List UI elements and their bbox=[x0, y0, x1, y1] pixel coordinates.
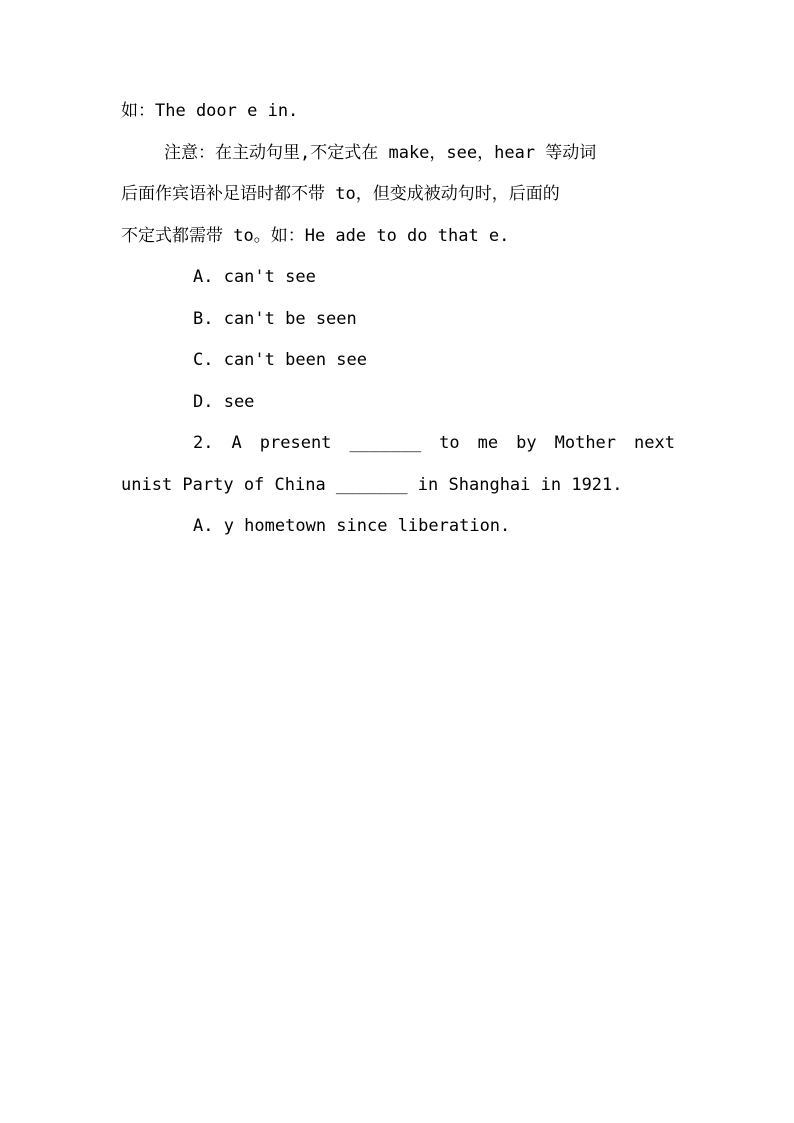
question-2-word: next bbox=[634, 433, 675, 453]
example-line: 如：The door e in. bbox=[121, 101, 299, 121]
option-a: A. can't see bbox=[193, 267, 316, 287]
note-paragraph-line-1: 注意：在主动句里,不定式在 make，see，hear 等动词 bbox=[164, 143, 597, 163]
note-paragraph-line-2: 后面作宾语补足语时都不带 to，但变成被动句时，后面的 bbox=[121, 184, 560, 204]
question-2-line-1 bbox=[193, 428, 675, 458]
question-2-line-2: unist Party of China _______ in Shanghai in 1921. bbox=[121, 475, 623, 495]
question-2-word: to bbox=[439, 433, 460, 453]
question-2-blank: _______ bbox=[349, 433, 422, 453]
answer-option-a: A. y hometown since liberation. bbox=[193, 516, 511, 536]
note-paragraph-line-3: 不定式都需带 to。如：He ade to do that e. bbox=[121, 226, 510, 246]
question-2-word: present bbox=[259, 433, 332, 453]
option-c: C. can't been see bbox=[193, 350, 367, 370]
question-2-word: me bbox=[477, 433, 499, 453]
question-2-word: A bbox=[231, 433, 242, 453]
option-b: B. can't be seen bbox=[193, 309, 357, 329]
question-2-word: Mother bbox=[554, 433, 617, 453]
option-d: D. see bbox=[193, 392, 255, 412]
question-2-word: by bbox=[516, 433, 537, 453]
question-2-word: 2. bbox=[193, 433, 214, 453]
